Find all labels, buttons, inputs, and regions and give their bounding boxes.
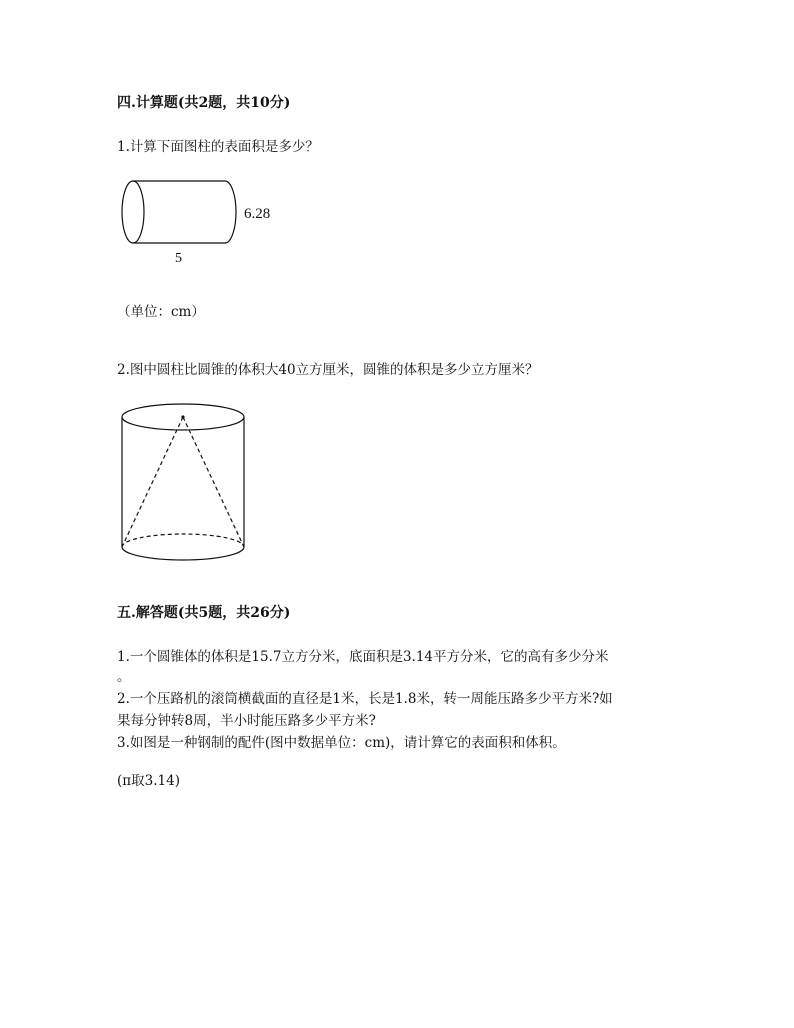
question-4-1-text: 1.计算下面图柱的表面积是多少？ [117, 139, 319, 155]
question-5-1-line1: 1.一个圆锥体的体积是15.7立方分米，底面积是3.14平方分米，它的高有多少分米 [117, 649, 609, 665]
question-4-2-text: 2.图中圆柱比圆锥的体积大40立方厘米，圆锥的体积是多少立方厘米？ [117, 362, 539, 378]
cylinder-diameter-label: 5 [175, 251, 182, 266]
question-5-1-line2: 。 [117, 669, 131, 685]
question-5-2-line2: 果每分钟转8周，半小时能压路多少平方米? [117, 713, 376, 729]
question-5-3-text: 3.如图是一种钢制的配件(图中数据单位：cm)，请计算它的表面积和体积。 [117, 735, 566, 751]
question-4-1-unit-note: （单位：cm） [117, 304, 205, 320]
cylinder-length-label: 6.28 [244, 206, 271, 222]
section-5-heading: 五.解答题(共5题，共26分) [117, 605, 291, 621]
question-5-3-pi-note: (π取3.14) [117, 773, 180, 789]
section-4-heading: 四.计算题(共2题，共10分) [117, 95, 291, 111]
question-5-2-line1: 2.一个压路机的滚筒横截面的直径是1米，长是1.8米，转一周能压路多少平方米?如 [117, 691, 613, 707]
